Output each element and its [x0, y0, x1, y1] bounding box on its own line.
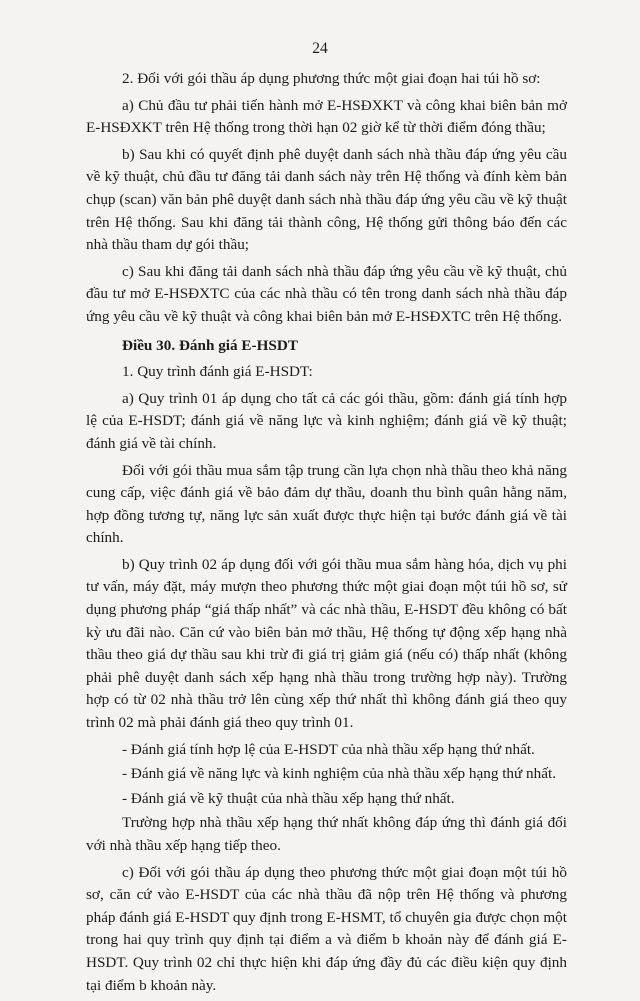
paragraph-1-intro: 1. Quy trình đánh giá E-HSDT: — [122, 363, 313, 381]
bullet-capability: - Đánh giá về năng lực và kinh nghiệm của nhà thầu xếp hạng thứ nhất. — [122, 765, 556, 783]
article-30-heading: Điều 30. Đánh giá E-HSDT — [122, 336, 298, 354]
paragraph-section-2-intro: 2. Đối với gói thầu áp dụng phương thức một giai đoạn hai túi hồ sơ: — [122, 70, 541, 87]
paragraph-2a: a) Chủ đầu tư phải tiến hành mở E-HSĐXKT và công khai biên bản mở E-HSĐXKT trên Hệ thống trong thời hạn 02 giờ kể từ thời điểm đóng thầu; — [86, 96, 567, 137]
paragraph-next-ranked: Trường hợp nhà thầu xếp hạng thứ nhất không đáp ứng thì đánh giá đối với nhà thầu xếp hạng tiếp theo. — [86, 814, 567, 854]
paragraph-2c: c) Sau khi đăng tải danh sách nhà thầu đáp ứng yêu cầu về kỹ thuật, chủ đầu tư mở E-HSĐXTC của các nhà thầu có tên trong danh sách nhà thầu đáp ứng yêu cầu về kỹ thuật và công khai biên bản mở E-HSĐXTC trên Hệ thống. — [86, 262, 567, 325]
document-body — [86, 68, 567, 1001]
bullet-validity: - Đánh giá tính hợp lệ của E-HSDT của nhà thầu xếp hạng thứ nhất. — [122, 740, 535, 758]
paragraph-1b: b) Quy trình 02 áp dụng đối với gói thầu mua sắm hàng hóa, dịch vụ phi tư vấn, máy đặt, máy mượn theo phương thức một giai đoạn một túi hồ sơ, sử dụng phương pháp “giá thấp nhất” và các nhà thầu, E-HSDT đều không có bất kỳ ưu đãi nào. Căn cứ vào biên bản mở thầu, Hệ thống tự động xếp hạng nhà thầu theo giá dự thầu sau khi trừ đi giá trị giảm giá (nếu có) thấp nhất (không phải phê duyệt danh sách xếp hạng nhà thầu trong trường hợp này). Trường hợp có từ 02 nhà thầu trở lên cùng xếp thứ nhất thì không đánh giá theo quy trình 02 mà phải đánh giá theo quy trình 01. — [86, 555, 567, 732]
bullet-technical: - Đánh giá về kỹ thuật của nhà thầu xếp hạng thứ nhất. — [122, 789, 455, 807]
page-number: 24 — [312, 40, 328, 57]
paragraph-2b: b) Sau khi có quyết định phê duyệt danh sách nhà thầu đáp ứng yêu cầu về kỹ thuật, chủ đầu tư đăng tải danh sách này trên Hệ thống và đính kèm bản chụp (scan) văn bản phê duyệt danh sách nhà thầu đáp ứng yêu cầu về kỹ thuật trên Hệ thống. Sau khi đăng tải thành công, Hệ thống gửi thông báo đến các nhà thầu tham dự gói thầu; — [86, 145, 567, 254]
paragraph-1c: c) Đối với gói thầu áp dụng theo phương thức một giai đoạn một túi hồ sơ, căn cứ vào E-HSDT của các nhà thầu đã nộp trên Hệ thống và phương pháp đánh giá E-HSDT quy định trong E-HSMT, tổ chuyên gia được chọn một trong hai quy trình quy định tại điểm a và điểm b khoản này để đánh giá E-HSDT. Quy trình 02 chỉ thực hiện khi đáp ứng đầy đủ các điều kiện quy định tại điểm b khoản này. — [86, 863, 567, 994]
paragraph-1a: a) Quy trình 01 áp dụng cho tất cả các gói thầu, gồm: đánh giá tính hợp lệ của E-HSDT; đánh giá về năng lực và kinh nghiệm; đánh giá về kỹ thuật; đánh giá về tài chính. — [86, 389, 567, 452]
paragraph-1a-note: Đối với gói thầu mua sắm tập trung cần lựa chọn nhà thầu theo khả năng cung cấp, việc đánh giá về bảo đảm dự thầu, doanh thu bình quân hằng năm, hợp đồng tương tự, năng lực sản xuất được thực hiện tại bước đánh giá về tài chính. — [86, 461, 567, 547]
